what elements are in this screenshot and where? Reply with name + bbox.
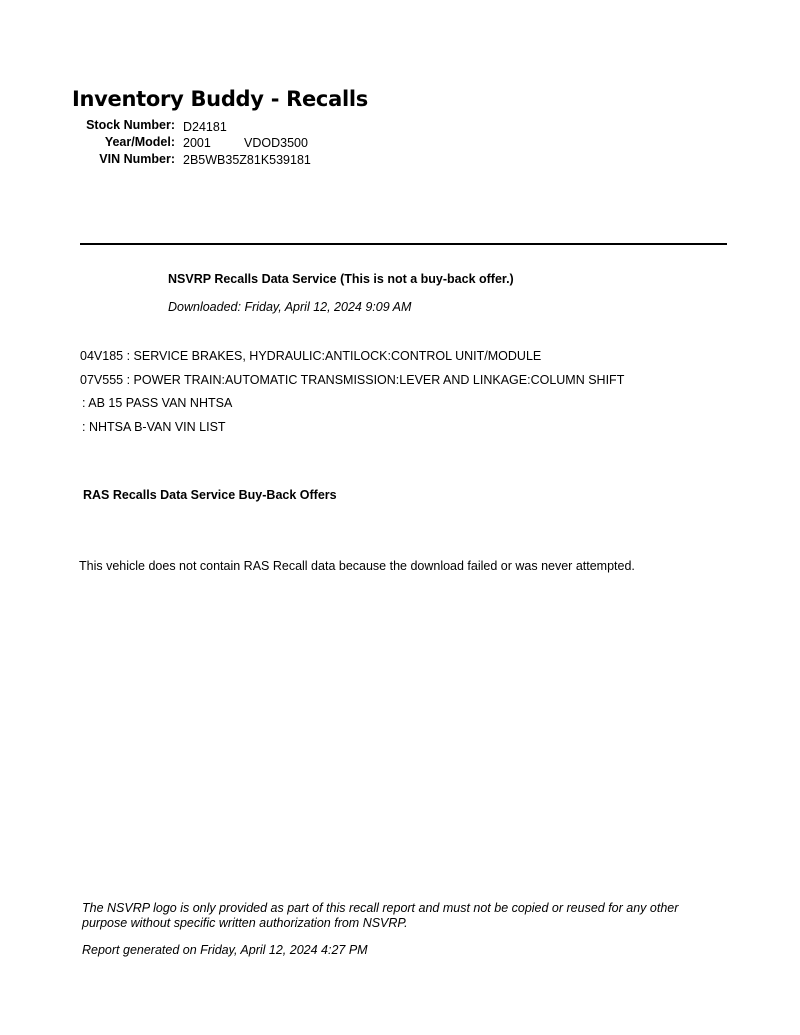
recall-item: : NHTSA B-VAN VIN LIST (82, 419, 226, 434)
recall-list (80, 349, 624, 443)
report-title: Inventory Buddy - Recalls (72, 87, 368, 111)
report-generated-timestamp: Report generated on Friday, April 12, 2024 4:27 PM (82, 943, 368, 957)
vin-number-label: VIN Number: (99, 152, 175, 166)
section-divider (80, 243, 727, 245)
model-value: VDOD3500 (244, 136, 308, 150)
stock-number-label: Stock Number: (86, 118, 175, 132)
logo-usage-note: The NSVRP logo is only provided as part of this recall report and must not be copied or reused for any other purpose without specific written authorization from NSVRP. (82, 901, 679, 930)
ras-status-message: This vehicle does not contain RAS Recall data because the download failed or was never attempted. (79, 559, 635, 573)
recall-item: 04V185 : SERVICE BRAKES, HYDRAULIC:ANTILOCK:CONTROL UNIT/MODULE (80, 349, 542, 363)
vin-number-value: 2B5WB35Z81K539181 (183, 153, 311, 167)
downloaded-timestamp: Downloaded: Friday, April 12, 2024 9:09 AM (168, 300, 412, 314)
recall-item: 07V555 : POWER TRAIN:AUTOMATIC TRANSMISSION:LEVER AND LINKAGE:COLUMN SHIFT (80, 372, 625, 387)
recall-item: : AB 15 PASS VAN NHTSA (82, 396, 233, 410)
year-value: 2001 (183, 136, 211, 150)
stock-number-value: D24181 (183, 120, 227, 134)
year-model-label: Year/Model: (104, 135, 175, 149)
nsvrp-section-heading: NSVRP Recalls Data Service (This is not a buy-back offer.) (168, 272, 514, 286)
ras-section-heading: RAS Recalls Data Service Buy-Back Offers (83, 488, 337, 502)
